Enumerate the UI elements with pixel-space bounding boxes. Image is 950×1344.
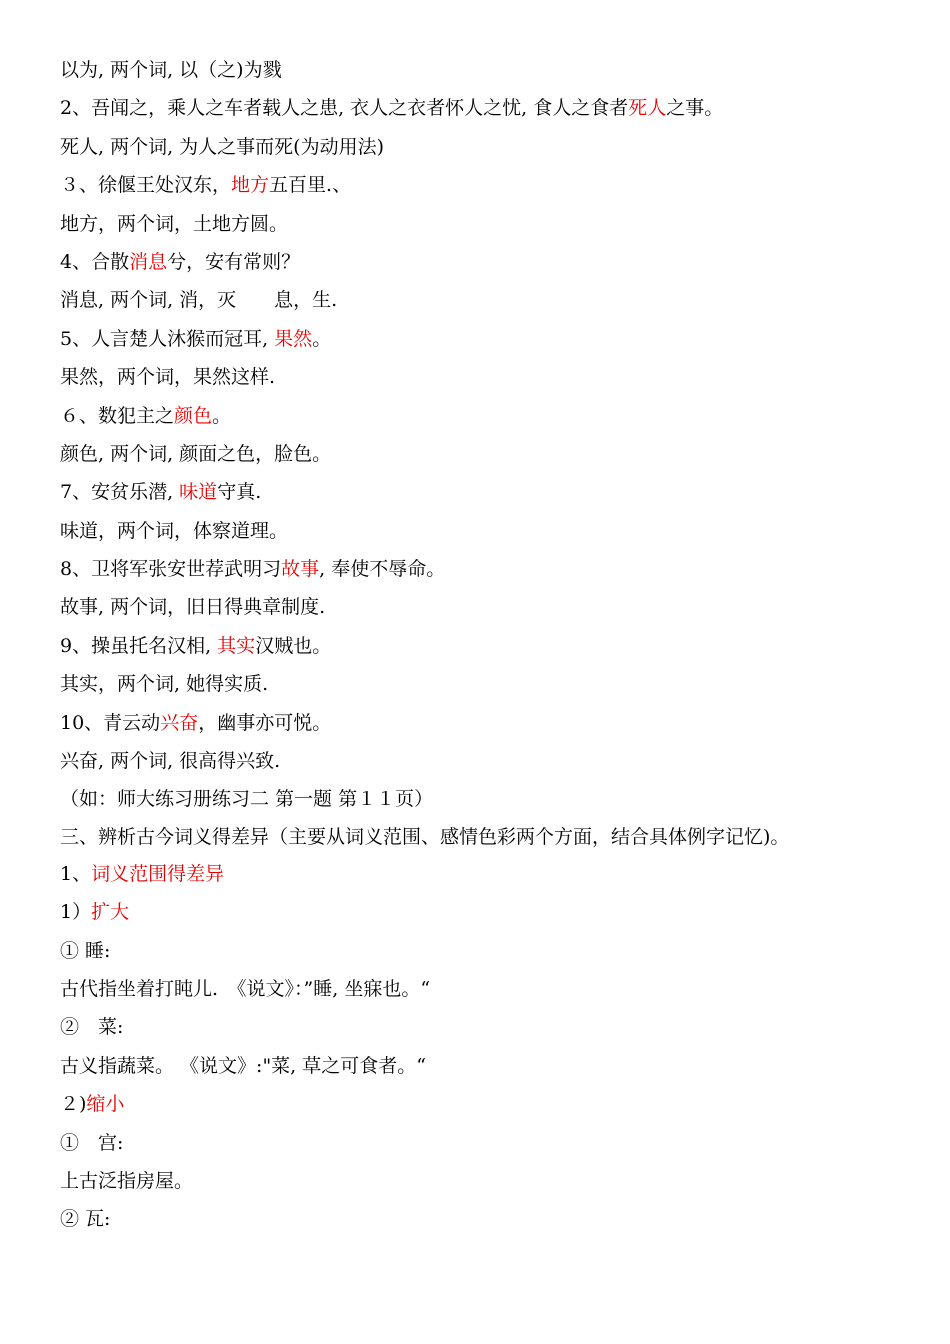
- text-line: [60, 402, 880, 440]
- text-segment: （如：师大练习册练习二 第一题 第１１页）: [60, 788, 434, 811]
- highlighted-term: 死人: [628, 97, 667, 120]
- text-segment: 8、卫将军张安世荐武明习: [60, 558, 282, 581]
- text-line: [60, 898, 880, 936]
- text-line: [60, 1052, 880, 1090]
- text-line: [60, 210, 880, 248]
- text-line: [60, 555, 880, 593]
- text-line: [60, 824, 880, 850]
- highlighted-term: 故事: [281, 558, 320, 581]
- text-segment: ① 睡:: [60, 939, 111, 962]
- text-segment: 之事。: [666, 97, 724, 120]
- text-line: [60, 248, 880, 286]
- text-segment: ② 菜:: [60, 1016, 124, 1039]
- text-line: [60, 517, 880, 555]
- highlighted-term: 颜色: [174, 404, 213, 427]
- text-segment: 4、合散: [60, 250, 130, 273]
- text-line: [60, 440, 880, 478]
- text-line: [60, 1205, 880, 1243]
- text-line: [60, 1129, 880, 1167]
- highlighted-term: 兴奋: [160, 711, 199, 734]
- text-line: [60, 785, 880, 823]
- text-line: [60, 478, 880, 516]
- text-segment: 10、青云动: [60, 711, 161, 734]
- text-segment: 。: [212, 404, 232, 427]
- text-segment: 故事, 两个词，旧日得典章制度.: [60, 596, 326, 619]
- highlighted-term: 果然: [274, 327, 313, 350]
- text-segment: 消息, 两个词, 消，灭 息，生.: [60, 289, 338, 312]
- text-segment: 2、吾闻之，乘人之车者载人之患, 衣人之衣者怀人之忧, 食人之食者: [60, 97, 629, 120]
- text-line: [60, 325, 880, 363]
- text-line: [60, 975, 880, 1013]
- text-segment: 1）: [60, 901, 92, 924]
- text-line: [60, 593, 880, 631]
- text-line: [60, 133, 880, 171]
- text-segment: , 奉使不辱命。: [319, 558, 446, 581]
- text-line: [60, 1013, 880, 1051]
- text-segment: 三、辨析古今词义得差异（主要从词义范围、感情色彩两个方面，结合具体例字记忆)。: [60, 825, 790, 848]
- text-line: [60, 632, 880, 670]
- text-segment: 地方，两个词，土地方圆。: [60, 212, 289, 235]
- text-segment: 。: [312, 327, 332, 350]
- text-segment: 7、安贫乐潜,: [60, 481, 180, 504]
- text-segment: 其实，两个词, 她得实质.: [60, 673, 269, 696]
- text-segment: ３、徐偃王处汉东，: [60, 174, 232, 197]
- text-segment: 兮，安有常则？: [167, 250, 301, 273]
- highlighted-term: 味道: [179, 481, 218, 504]
- text-segment: 颜色, 两个词, 颜面之色，脸色。: [60, 442, 332, 465]
- document-page: [60, 56, 880, 1244]
- text-line: [60, 171, 880, 209]
- text-segment: ６、数犯主之: [60, 404, 175, 427]
- text-segment: ① 宫:: [60, 1131, 124, 1154]
- highlighted-term: 词义范围得差异: [91, 862, 225, 885]
- text-segment: 汉贼也。: [255, 634, 332, 657]
- text-segment: 古代指坐着打盹儿. 《说文》：”睡, 坐寐也。“: [60, 977, 431, 1000]
- text-segment: 五百里.、: [269, 174, 352, 197]
- text-line: [60, 670, 880, 708]
- highlighted-term: 扩大: [91, 901, 130, 924]
- text-line: [60, 1090, 880, 1128]
- text-segment: 味道，两个词，体察道理。: [60, 519, 289, 542]
- text-segment: 以为, 两个词, 以（之)为戮: [60, 59, 282, 81]
- text-segment: 死人, 两个词, 为人之事而死(为动用法): [60, 135, 384, 158]
- text-segment: ２): [60, 1093, 87, 1116]
- highlighted-term: 缩小: [86, 1093, 125, 1116]
- highlighted-term: 地方: [231, 174, 270, 197]
- text-line: [60, 94, 880, 132]
- text-segment: 守真.: [217, 481, 262, 504]
- text-segment: 古义指蔬菜。 《说文》:"菜, 草之可食者。“: [60, 1054, 426, 1077]
- text-segment: ② 瓦:: [60, 1208, 111, 1231]
- highlighted-term: 消息: [129, 250, 168, 273]
- text-segment: 9、操虽托名汉相,: [60, 634, 218, 657]
- text-segment: 果然，两个词，果然这样.: [60, 366, 276, 389]
- text-segment: 兴奋, 两个词, 很高得兴致.: [60, 750, 281, 773]
- highlighted-term: 其实: [217, 634, 256, 657]
- text-segment: ，幽事亦可悦。: [198, 711, 332, 734]
- text-line: [60, 709, 880, 747]
- text-line: [60, 286, 880, 324]
- text-line: [60, 56, 880, 94]
- text-line: [60, 363, 880, 401]
- text-segment: 1、: [60, 862, 92, 885]
- text-segment: 上古泛指房屋。: [60, 1169, 194, 1192]
- text-line: [60, 747, 880, 785]
- text-line: [60, 860, 880, 898]
- text-line: [60, 1167, 880, 1205]
- text-segment: 5、人言楚人沐猴而冠耳,: [60, 327, 275, 350]
- text-line: [60, 937, 880, 975]
